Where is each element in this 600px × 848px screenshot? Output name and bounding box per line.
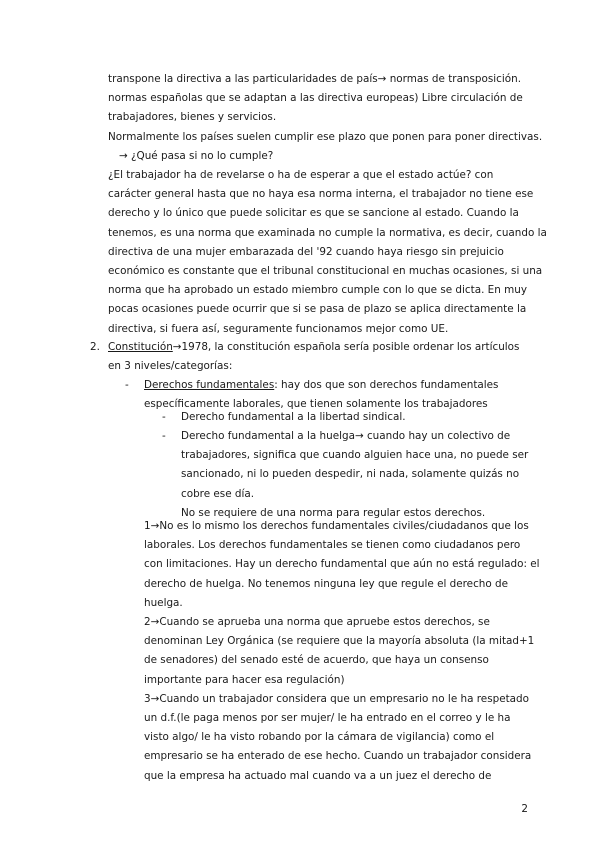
text-line: normas españolas que se adaptan a las directiva europeas) Libre circulación de xyxy=(108,92,523,105)
note-line: No se requiere de una norma para regular estos derechos. xyxy=(181,506,486,519)
text-line: laborales. Los derechos fundamentales se tienen como ciudadanos pero xyxy=(144,539,521,552)
text-line: Derecho fundamental a la huelga→ cuando hay un colectivo de xyxy=(181,430,511,442)
text-line: económico es constante que el tribunal constitucional en muchas ocasiones, si una xyxy=(108,265,543,278)
text-line: → ¿Qué pasa si no lo cumple? xyxy=(119,149,274,162)
text-line: de senadores) del senado esté de acuerdo, que haya un consenso xyxy=(144,654,489,667)
text-line: directiva de una mujer embarazada del '92 cuando haya riesgo sin prejuicio xyxy=(108,245,504,258)
text-line: 2→Cuando se aprueba una norma que apruebe estos derechos, se xyxy=(144,616,490,629)
text-line: específicamente laborales, que tienen solamente los trabajadores xyxy=(144,398,488,411)
text-line: huelga. xyxy=(144,596,183,609)
text-line: visto algo/ le ha visto robando por la cámara de vigilancia) como el xyxy=(144,731,495,744)
text-line: 1→No es lo mismo los derechos fundamentales civiles/ciudadanos que los xyxy=(144,520,529,532)
sub-item-dash: - xyxy=(162,430,166,442)
top-paragraph xyxy=(108,70,547,339)
text-line: un d.f.(le paga menos por ser mujer/ le ha entrado en el correo y le ha xyxy=(144,712,511,725)
sub-item xyxy=(162,408,532,427)
point-1 xyxy=(144,517,540,613)
section-title-rest: →1978, la constitución española sería posible ordenar los artículos xyxy=(172,341,520,353)
text-line: norma que ha aprobado un estado miembro cumple con lo que se dicta. En muy xyxy=(108,284,527,297)
bullet-dash: - xyxy=(125,379,129,391)
text-line: trabajadores, bienes y servicios. xyxy=(108,111,277,124)
text-line: Derecho fundamental a la libertad sindical. xyxy=(181,411,406,423)
text-line: tenemos, es una norma que examinada no cumple la normativa, es decir, cuando la xyxy=(108,226,547,239)
text-line: derecho de huelga. No tenemos ninguna ley que regule el derecho de xyxy=(144,577,509,590)
text-line: empresario se ha enterado de ese hecho. Cuando un trabajador considera xyxy=(144,750,532,763)
section-number: 2. xyxy=(90,341,100,353)
bullet-rest: : hay dos que son derechos fundamentales xyxy=(274,379,499,391)
text-line: importante para hacer esa regulación) xyxy=(144,673,345,686)
text-line: que la empresa ha actuado mal cuando va a un juez el derecho de xyxy=(144,769,492,782)
numbered-points xyxy=(144,517,540,786)
bullet-title-line xyxy=(125,376,530,395)
point-2 xyxy=(144,613,534,690)
text-line: derecho y lo único que puede solicitar es que se sancione al estado. Cuando la xyxy=(108,207,519,220)
sub-item xyxy=(162,427,532,523)
text-line: sancionado, ni lo pueden despedir, ni nada, solamente quizás no xyxy=(181,468,520,481)
bullet-title: Derechos fundamentales xyxy=(144,379,275,391)
text-line: en 3 niveles/categorías: xyxy=(108,360,233,373)
text-line: directiva, si fuera así, seguramente funcionamos mejor como UE. xyxy=(108,322,449,335)
text-line: trabajadores, significa que cuando alguien hace una, no puede ser xyxy=(181,449,529,462)
sub-item-dash: - xyxy=(162,411,166,423)
section-title: Constitución xyxy=(108,341,173,353)
text-line: carácter general hasta que no haya esa norma interna, el trabajador no tiene ese xyxy=(108,188,534,201)
section-2 xyxy=(90,338,530,376)
page-number: 2 xyxy=(521,803,528,815)
section-title-line xyxy=(90,338,530,357)
text-line: pocas ocasiones puede ocurrir que si se pasa de plazo se aplica directamente la xyxy=(108,303,527,316)
text-line: cobre ese día. xyxy=(181,487,255,500)
text-line: 3→Cuando un trabajador considera que un empresario no le ha respetado xyxy=(144,692,529,705)
point-3 xyxy=(144,690,534,786)
text-line: Normalmente los países suelen cumplir ese plazo que ponen para poner directivas. xyxy=(108,130,543,143)
text-line: denominan Ley Orgánica (se requiere que la mayoría absoluta (la mitad+1 xyxy=(144,635,535,648)
text-line: ¿El trabajador ha de revelarse o ha de esperar a que el estado actúe? con xyxy=(108,169,494,182)
text-line: con limitaciones. Hay un derecho fundamental que aún no está regulado: el xyxy=(144,558,540,571)
text-line: transpone la directiva a las particularidades de país→ normas de transposición. xyxy=(108,73,522,85)
